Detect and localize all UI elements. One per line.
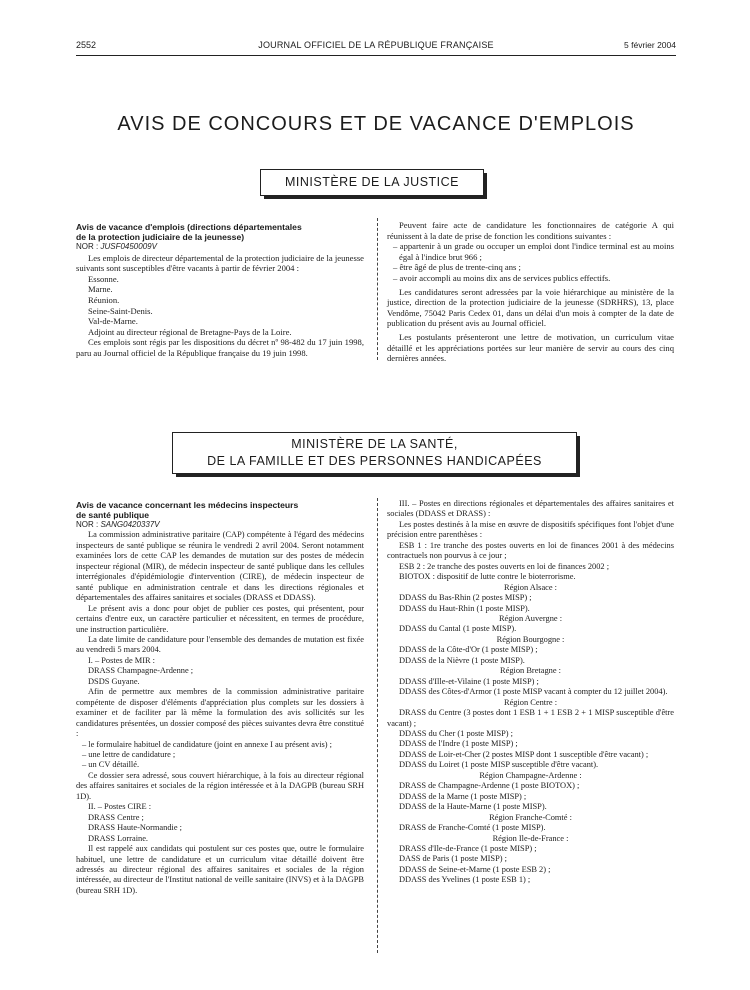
paragraph: BIOTOX : dispositif de lutte contre le bioterrorisme. [399,572,576,582]
list-item: – avoir accompli au moins dix ans de services publics effectifs. [393,272,611,283]
ministry-health-heading-line: DE LA FAMILLE ET DES PERSONNES HANDICAPÉES [207,454,542,468]
nor-reference [76,520,364,530]
article-title-line: de la protection judiciaire de la jeunesse) [76,232,245,242]
list-item: DDASS du Bas-Rhin (2 postes MISP) ; [399,593,532,603]
paragraph: ESB 2 : 2e tranche des postes ouverts en loi de finances 2002 ; [399,561,610,571]
paragraph: III. – Postes en directions régionales et départementales des affaires sanitaires et sociales (DDASS et DRASS) : [387,499,674,519]
list-item: DDASS de Seine-et-Marne (1 poste ESB 2) ; [399,864,551,874]
issue-date: 5 février 2004 [624,40,676,50]
list-item: Adjoint au directeur régional de Bretagne-Pays de la Loire. [88,326,292,337]
region-heading: Région Champagne-Ardenne : [479,770,582,780]
list-item: DDASS de la Haute-Marne (1 poste MISP). [399,802,547,812]
list-item: DRASS de Champagne-Ardenne (1 poste BIOTOX) ; [399,781,580,791]
list-item: DDASS des Côtes-d'Armor (1 poste MISP vacant à compter du 12 juillet 2004). [399,687,668,697]
region-heading: Région Ile-de-France : [492,833,569,843]
list-item: – un CV détaillé. [82,760,140,770]
paragraph: Les emplois de directeur départemental de la protection judiciaire de la jeunesse suivants sont susceptibles d'être vacants à partir de février 2004 : [76,252,364,274]
ministry-justice-box [260,169,484,196]
list-item: DRASS d'Ile-de-France (1 poste MISP) ; [399,843,537,853]
nor-code: JUSF0450009V [100,242,157,251]
list-item: DRASS Lorraine. [88,833,149,843]
region-heading: Région Centre : [503,697,558,707]
region-heading: Région Bourgogne : [496,634,565,644]
list-item: DDASS de la Côte-d'Or (1 poste MISP) ; [399,645,538,655]
list-item: Essonne. [88,273,119,284]
paragraph: Ce dossier sera adressé, sous couvert hiérarchique, à la fois au directeur régional des affaires sanitaires et sociales de la région intéressée et à la DAGPB (bureau SRH 1D). [76,770,364,801]
health-left-column [76,500,364,896]
nor-reference [76,242,364,253]
list-item: DDASS du Haut-Rhin (1 poste MISP). [399,603,530,613]
paragraph: Il est rappelé aux candidats qui postulent sur ces postes que, outre le formulaire habituel, une lettre de candidature et un curriculum vitae détaillé doivent être adressés au directeur régional des affaires sanitaires et sociales de la région intéressée, au directeur de l'Institut national de veille sanitaire (INVS) et à la DAGPB (bureau SRH 1D). [76,844,364,895]
header-rule [76,55,676,56]
list-item: DDASS du Cantal (1 poste MISP). [399,624,517,634]
paragraph: Les postes destinés à la mise en œuvre de dispositifs spécifiques font l'objet d'une précision entre parenthèses : [387,519,674,540]
page-title: AVIS DE CONCOURS ET DE VACANCE D'EMPLOIS [117,113,635,135]
list-item: DDASS de la Nièvre (1 poste MISP). [399,655,525,665]
region-heading: Région Auvergne : [498,613,563,623]
list-item: – être âgé de plus de trente-cinq ans ; [393,262,521,273]
list-item: Seine-Saint-Denis. [88,305,153,316]
health-right-column [387,499,674,886]
ministry-health-heading-line: MINISTÈRE DE LA SANTÉ, [291,437,458,451]
region-heading: Région Bretagne : [500,666,561,676]
column-divider [377,498,378,953]
heading: II. – Postes CIRE : [88,802,152,812]
list-item: DASS de Paris (1 poste MISP) ; [399,854,507,864]
running-header [76,40,676,54]
list-item: – appartenir à un grade ou occuper un emploi dont l'indice terminal est au moins égal à l'indice brut 966 ; [393,241,674,262]
region-heading: Région Franche-Comté : [489,812,572,822]
list-item: DDASS de la Marne (1 poste MISP) ; [399,791,527,801]
paragraph: Ces emplois sont régis par les dispositions du décret nº 98-482 du 17 juin 1998, paru au Journal officiel de la République française du 19 juin 1998. [76,337,364,358]
list-item: DRASS de Franche-Comté (1 poste MISP). [399,823,546,833]
journal-title: JOURNAL OFFICIEL DE LA RÉPUBLIQUE FRANÇAISE [258,40,494,50]
list-item: DDASS de Loir-et-Cher (2 postes MISP dont 1 susceptible d'être vacant) ; [399,749,649,759]
article-title-line: Avis de vacance concernant les médecins inspecteurs [76,500,299,510]
nor-label: NOR : [76,520,101,529]
paragraph: ESB 1 : 1re tranche des postes ouverts en loi de finances 2001 à des médecins contractuels non pourvus à ce jour ; [387,540,674,561]
list-item: DRASS du Centre (3 postes dont 1 ESB 1 + 1 ESB 2 + 1 MISP susceptible d'être vacant) ; [387,708,674,728]
article-title-line: Avis de vacance d'emplois (directions départementales [76,222,302,232]
list-item: Réunion. [88,294,120,305]
paragraph: Afin de permettre aux membres de la commission administrative paritaire compétente de disposer d'éléments d'appréciation plus complets sur les dossiers à examiner et de faciliter par là même la formulation des avis sollicités sur les candidatures présentées, un dossier composé des pièces suivantes devra être constitué : [76,687,364,739]
list-item: DDASS des Yvelines (1 poste ESB 1) ; [399,875,531,885]
nor-code: SANG0420337V [100,520,160,529]
page-number: 2552 [76,40,97,50]
heading: I. – Postes de MIR : [88,655,155,665]
justice-left-column [76,222,364,359]
list-item: DRASS Champagne-Ardenne ; [88,666,194,676]
paragraph: Les postulants présenteront une lettre de motivation, un curriculum vitae détaillé et les appréciations portées sur leur manière de servir au cours des cinq dernières années. [387,331,674,364]
paragraph: La commission administrative paritaire (CAP) compétente à l'égard des médecins inspecteurs de santé publique se réunira le vendredi 2 avril 2004. Seront notamment examinées lors de cette CAP les demandes de mutation sur des postes de médecin inspecteur régional (MIR), de médecin inspecteur de santé publique dans les cellules interrégionales d'épidémiologie d'intervention (CIRE), de médecin inspecteur de santé publique en administration centrale et dans les directions régionales et départementales des affaires sanitaires et sociales (DRASS et DDASS). [76,530,364,603]
list-item: DSDS Guyane. [88,676,140,686]
list-item: DDASS du Cher (1 poste MISP) ; [399,728,513,738]
list-item: DRASS Haute-Normandie ; [88,823,182,833]
list-item: Val-de-Marne. [88,316,138,327]
paragraph: Le présent avis a donc pour objet de publier ces postes, qui présentent, pour certains d'entre eux, un caractère particulier et nécessitent, en termes de procédure, une instruction particulière. [76,603,364,634]
article-title-line: de santé publique [76,510,150,520]
list-item: DDASS d'Ille-et-Vilaine (1 poste MISP) ; [399,676,539,686]
nor-label: NOR : [76,242,101,251]
paragraph: Les candidatures seront adressées par la voie hiérarchique au ministère de la justice, direction de la protection judiciaire de la jeunesse (SDRHRS), 13, place Vendôme, 75042 Paris Cedex 01, dans un délai d'un mois à compter de la date de publication du présent avis au Journal officiel. [387,286,674,329]
paragraph: Peuvent faire acte de candidature les fonctionnaires de catégorie A qui réunissent à la date de prise de fonction les conditions suivantes : [387,220,674,241]
region-heading: Région Alsace : [503,582,558,592]
justice-right-column [387,220,674,364]
paragraph: La date limite de candidature pour l'ensemble des demandes de mutation est fixée au vendredi 5 mars 2004. [76,634,364,655]
list-item: – une lettre de candidature ; [82,749,176,759]
list-item: – le formulaire habituel de candidature (joint en annexe I au présent avis) ; [82,739,332,749]
column-divider [377,218,378,360]
list-item: Marne. [88,284,113,295]
ministry-health-box [172,432,577,474]
list-item: DDASS de l'Indre (1 poste MISP) ; [399,739,518,749]
list-item: DDASS du Loiret (1 poste MISP susceptible d'être vacant). [399,760,599,770]
list-item: DRASS Centre ; [88,812,144,822]
ministry-justice-heading: MINISTÈRE DE LA JUSTICE [284,175,460,189]
